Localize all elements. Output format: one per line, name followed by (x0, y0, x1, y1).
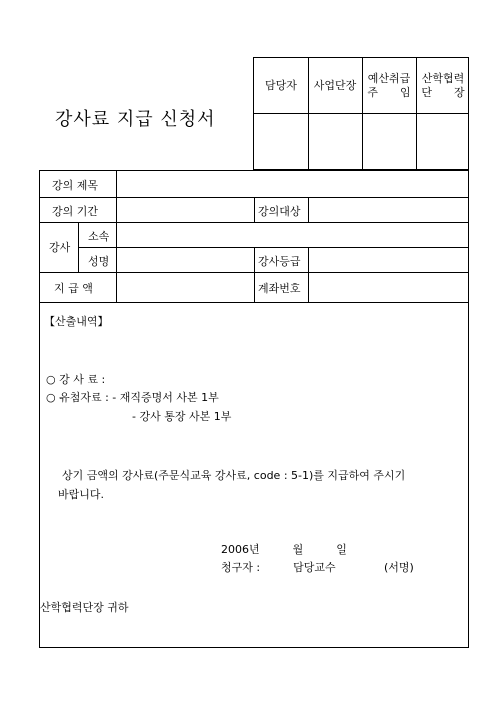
affiliation-label: 소속 (88, 230, 110, 243)
request-line-2: 바랍니다. (58, 488, 105, 501)
attachment-line-2: - 강사 통장 사본 1부 (132, 410, 232, 423)
grade-label: 강사등급 (258, 255, 301, 268)
col-divider (308, 197, 309, 222)
applicant-line: 청구자 : 담당교수 (221, 561, 336, 574)
lecturer-label: 강사 (49, 241, 71, 254)
approval-header-manager: 담당자 (265, 78, 297, 92)
approval-header-budget: 예산취급 주 임 (367, 71, 411, 99)
row-divider (40, 222, 468, 223)
col-divider (116, 171, 117, 302)
col-divider (308, 247, 309, 302)
fee-line: ○ 강 사 료 : (46, 373, 106, 386)
row-divider (78, 247, 468, 248)
name-label: 성명 (88, 255, 110, 268)
col-divider (78, 222, 79, 272)
recipient-line: 산학협력단장 귀하 (40, 601, 129, 614)
attachment-line: ○ 유첨자료 : - 재직증명서 사본 1부 (46, 391, 219, 404)
approval-row-divider (254, 113, 468, 114)
approval-box (253, 57, 469, 170)
application-form (39, 170, 469, 648)
approval-header-director: 사업단장 (313, 78, 357, 92)
course-period-label: 강의 기간 (52, 205, 99, 218)
course-target-label: 강의대상 (258, 205, 301, 218)
signature-label: (서명) (384, 561, 414, 574)
account-label: 계좌번호 (258, 282, 301, 295)
page-title: 강사료 지급 신청서 (55, 109, 216, 130)
request-line-1: 상기 금액의 강사료(주문식교육 강사료, code : 5-1)를 지급하여 주시기 (62, 469, 406, 482)
col-divider (254, 247, 255, 302)
calc-heading: 【산출내역】 (44, 315, 109, 328)
approval-header-foundation: 산학협력 단 장 (421, 71, 465, 99)
course-title-label: 강의 제목 (52, 179, 99, 192)
payment-label: 지 급 액 (54, 282, 93, 295)
row-divider (40, 302, 468, 303)
date-line: 2006년 월 일 (221, 543, 347, 556)
col-divider (254, 197, 255, 222)
